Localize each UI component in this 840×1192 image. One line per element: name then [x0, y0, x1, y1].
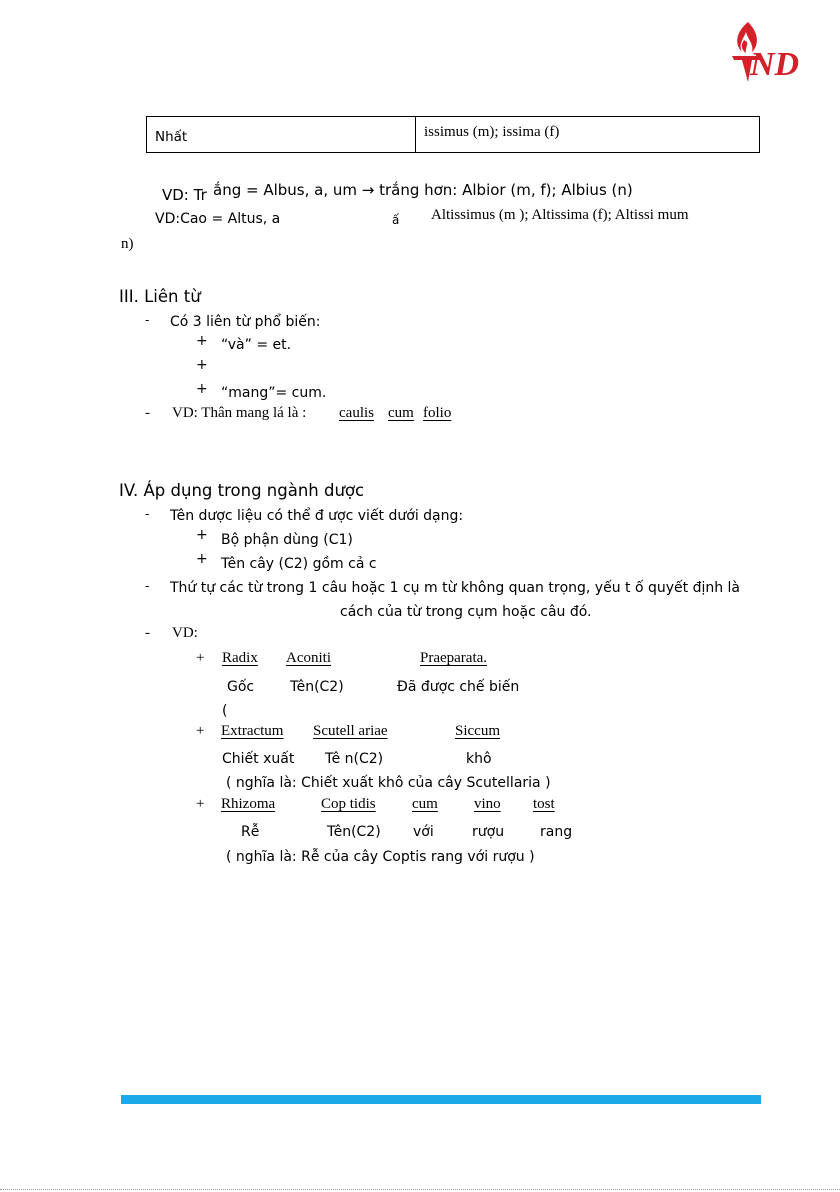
logo-text: ND	[750, 46, 800, 83]
form-item-c1: Bộ phận dùng (C1)	[221, 532, 353, 548]
dash-icon: -	[145, 579, 150, 593]
ex2-gloss: Chiết xuất	[222, 751, 295, 767]
ex2-note: ( nghĩa là: Chiết xuất khô của cây Scutellaria )	[226, 775, 551, 791]
ex1-word: Radix	[222, 650, 258, 666]
vd2-serif: Altissimus (m ); Altissima (f); Altissi mum	[431, 207, 689, 223]
ex3-gloss: rang	[540, 824, 573, 840]
ex3-word: tost	[533, 796, 555, 812]
vd2-mark: ấ	[392, 213, 400, 227]
plus-icon: +	[196, 650, 205, 666]
ex3-gloss: với	[413, 824, 434, 840]
ex3-gloss: Rễ	[241, 824, 260, 840]
ex1-gloss: Gốc	[227, 679, 255, 695]
dash-icon: -	[145, 405, 150, 421]
bullet-plus: +	[196, 333, 208, 349]
ex1-gloss: Đã được chế biến	[397, 679, 520, 695]
ex3-gloss: rượu	[472, 824, 505, 840]
ex3-word: Rhizoma	[221, 796, 276, 812]
ex1-gloss: Tên(C2)	[290, 679, 344, 695]
ex1-note: (	[222, 703, 228, 719]
dash-icon: -	[145, 625, 150, 641]
table-cell-1	[147, 117, 416, 152]
section3-heading: III. Liên từ	[119, 287, 201, 306]
word-folio: folio	[423, 405, 452, 421]
bullet-plus: +	[196, 551, 208, 567]
superlative-table	[146, 116, 760, 153]
ex3-word: vino	[474, 796, 501, 812]
footer-bar	[121, 1095, 761, 1104]
plus-icon: +	[196, 796, 205, 812]
nd-torch-logo	[728, 20, 814, 86]
vd2-label: VD:Cao = Altus, a	[155, 211, 281, 227]
conj-item-va: “và” = et.	[221, 337, 292, 353]
ex1-word: Aconiti	[286, 650, 331, 666]
vd1-label: VD: Tr	[162, 186, 207, 204]
ex3-note: ( nghĩa là: Rễ của cây Coptis rang với rượu )	[226, 849, 535, 865]
page-bottom-rule	[0, 1189, 840, 1190]
bullet-plus: +	[196, 381, 208, 397]
ex3-word: Cop tidis	[321, 796, 376, 812]
form-item-c2: Tên cây (C2) gồm cả c	[221, 556, 377, 572]
vd2-cont: n)	[121, 236, 134, 252]
table-cell-issimus: issimus (m); issima (f)	[424, 124, 560, 140]
word-caulis: caulis	[339, 405, 374, 421]
ex3-word: cum	[412, 796, 438, 812]
ex2-gloss: Tê n(C2)	[325, 751, 384, 767]
dash-icon: -	[145, 507, 150, 521]
ex1-word: Praeparata.	[420, 650, 488, 666]
section3-vd-label: VD: Thân mang lá là :	[172, 405, 307, 421]
ex2-word: Extractum	[221, 723, 284, 739]
order-line-2: cách của từ trong cụm hoặc câu đó.	[340, 604, 592, 620]
order-line-1: Thứ tự các từ trong 1 câu hoặc 1 cụ m từ không quan trọng, yếu t ố quyết định là	[170, 580, 741, 596]
bullet-plus: +	[196, 357, 208, 373]
section4-vd-label: VD:	[172, 625, 198, 641]
ex2-gloss: khô	[466, 751, 492, 767]
vd1-text: ắng = Albus, a, um → trắng hơn: Albior (m, f); Albius (n)	[213, 181, 633, 199]
bullet-plus: +	[196, 527, 208, 543]
section4-heading: IV. Áp dụng trong ngành dược	[119, 481, 365, 500]
word-cum: cum	[388, 405, 414, 421]
plus-icon: +	[196, 723, 205, 739]
dash-icon: -	[145, 313, 150, 327]
conj-item-mang: “mang”= cum.	[221, 385, 327, 401]
section4-intro: Tên dược liệu có thể đ ược viết dưới dạng:	[170, 508, 464, 524]
section3-intro: Có 3 liên từ phổ biến:	[170, 314, 321, 330]
ex2-word: Siccum	[455, 723, 500, 739]
ex3-gloss: Tên(C2)	[327, 824, 381, 840]
ex2-word: Scutell ariae	[313, 723, 388, 739]
table-cell-nhat: Nhất	[155, 129, 188, 145]
